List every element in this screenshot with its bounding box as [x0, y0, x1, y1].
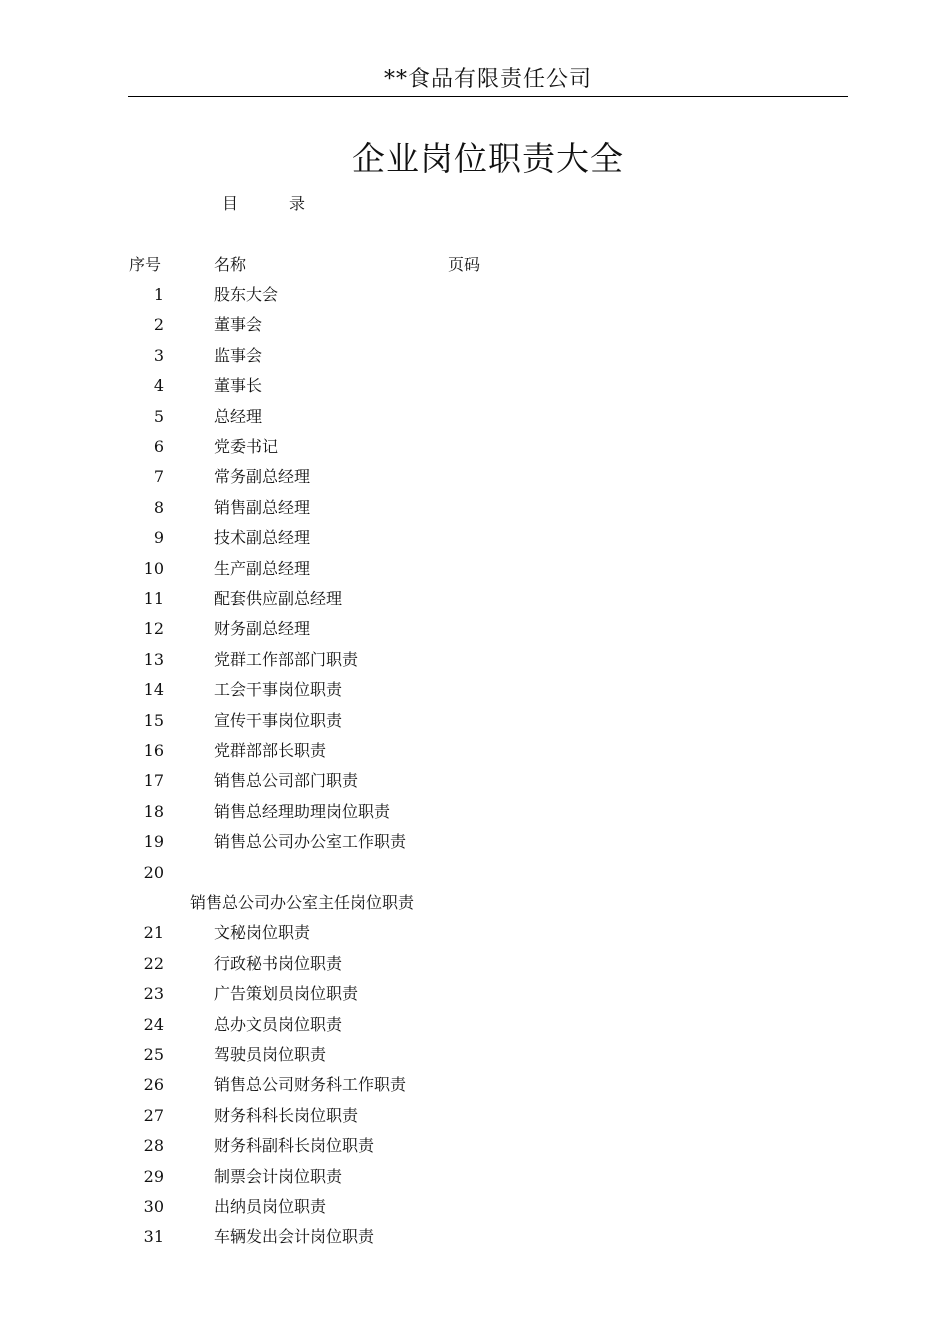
toc-entry-name: 股东大会	[214, 285, 279, 304]
toc-entry	[0, 953, 950, 975]
toc-entry-number: 27	[143, 1105, 164, 1125]
toc-entry-name: 党委书记	[214, 437, 279, 456]
toc-entry-number: 10	[143, 558, 164, 578]
toc-entry-name: 配套供应副总经理	[214, 589, 343, 608]
toc-entry-number: 15	[143, 710, 164, 730]
toc-entry	[0, 466, 950, 488]
toc-entry-name: 监事会	[214, 345, 263, 365]
toc-entry-number: 23	[143, 984, 164, 1004]
toc-entry	[0, 314, 950, 336]
toc-entry-name: 财务科科长岗位职责	[214, 1105, 359, 1125]
toc-entry-number: 13	[143, 649, 164, 669]
toc-entry	[0, 284, 950, 306]
column-header-name: 名称	[214, 255, 247, 274]
toc-entry	[0, 527, 950, 549]
toc-entry	[0, 1166, 950, 1188]
toc-entry-number: 1	[153, 285, 164, 304]
toc-entry-number: 24	[143, 1014, 164, 1034]
company-header: **食品有限责任公司	[383, 67, 592, 92]
toc-entry-name: 文秘岗位职责	[214, 923, 311, 943]
toc-entry-number: 30	[143, 1197, 164, 1216]
toc-entry-number: 18	[143, 801, 164, 821]
toc-entry-name: 出纳员岗位职责	[214, 1197, 327, 1216]
toc-entry	[0, 618, 950, 640]
toc-entry-name: 生产副总经理	[214, 558, 311, 578]
toc-entry-20-name: 销售总公司办公室主任岗位职责	[190, 893, 415, 912]
toc-entry-number: 12	[143, 619, 164, 639]
toc-entry-name: 驾驶员岗位职责	[214, 1045, 327, 1064]
toc-entry-number: 6	[153, 437, 164, 456]
toc-entry	[0, 983, 950, 1005]
toc-entry	[0, 649, 950, 671]
toc-entry-number: 16	[143, 741, 164, 760]
toc-entry-number: 5	[153, 406, 164, 426]
toc-entry-name: 行政秘书岗位职责	[214, 953, 343, 973]
toc-entry-number: 4	[153, 376, 164, 396]
toc-entry-number: 7	[153, 467, 164, 487]
column-header-seq: 序号	[129, 255, 162, 274]
toc-entry-number: 2	[153, 315, 164, 335]
toc-entry	[0, 862, 950, 884]
toc-entry	[0, 406, 950, 428]
toc-entry-name: 总经理	[214, 406, 263, 426]
toc-entry	[0, 436, 950, 458]
toc-entry-name: 宣传干事岗位职责	[214, 710, 343, 730]
toc-entry-number: 28	[143, 1136, 164, 1156]
toc-entry	[0, 679, 950, 701]
toc-entry-number: 11	[143, 589, 164, 608]
toc-entry-number: 17	[143, 771, 164, 791]
toc-entry-name: 常务副总经理	[214, 467, 311, 487]
toc-entry-name: 销售副总经理	[214, 497, 311, 517]
toc-entry	[0, 1074, 950, 1096]
toc-entry-name: 销售总公司办公室工作职责	[214, 832, 407, 852]
toc-entry-number: 25	[143, 1045, 164, 1064]
toc-entry	[0, 1135, 950, 1157]
toc-entry-name: 广告策划员岗位职责	[214, 984, 359, 1004]
toc-heading-char-2: 录	[289, 194, 306, 213]
toc-entry	[0, 558, 950, 580]
toc-entry-name: 销售总经理助理岗位职责	[214, 801, 391, 821]
toc-entry-name: 技术副总经理	[214, 528, 311, 548]
toc-entry-number: 26	[143, 1075, 164, 1095]
toc-entry	[0, 710, 950, 732]
toc-entry	[0, 1014, 950, 1036]
toc-entry-name: 销售总公司财务科工作职责	[214, 1075, 407, 1095]
toc-entry-name: 工会干事岗位职责	[214, 680, 343, 700]
toc-entry-number: 9	[153, 528, 164, 548]
toc-entry-number: 8	[153, 497, 164, 517]
toc-entry-name: 车辆发出会计岗位职责	[214, 1227, 375, 1247]
toc-entry	[0, 1226, 950, 1248]
toc-entry-number: 22	[143, 953, 164, 973]
toc-entry-number: 14	[143, 680, 164, 700]
document-title: 企业岗位职责大全	[352, 139, 624, 178]
toc-entry	[0, 345, 950, 367]
toc-entry	[0, 497, 950, 519]
toc-entry-name: 财务副总经理	[214, 619, 311, 639]
column-header-page: 页码	[448, 255, 481, 274]
toc-entry	[0, 922, 950, 944]
toc-entry	[0, 740, 950, 762]
toc-entry-name: 销售总公司部门职责	[214, 771, 359, 791]
toc-entry	[0, 1196, 950, 1218]
toc-entry-number: 31	[143, 1227, 164, 1247]
toc-entry	[0, 375, 950, 397]
toc-entry-name: 财务科副科长岗位职责	[214, 1136, 375, 1156]
toc-entry-name: 党群工作部部门职责	[214, 649, 359, 669]
toc-entry-number: 3	[153, 345, 164, 365]
toc-entry	[0, 1044, 950, 1066]
toc-entry-number: 29	[143, 1166, 164, 1186]
toc-entry	[0, 831, 950, 853]
toc-entry-number: 19	[143, 832, 164, 852]
toc-entry-name: 总办文员岗位职责	[214, 1014, 343, 1034]
header-divider	[128, 96, 848, 97]
toc-entry	[0, 1105, 950, 1127]
toc-entry-name: 董事长	[214, 376, 263, 396]
toc-entry-name: 董事会	[214, 315, 263, 335]
toc-entry-number: 20	[143, 862, 164, 882]
toc-entry	[0, 801, 950, 823]
toc-entry-name: 党群部部长职责	[214, 741, 327, 760]
toc-entry-name: 制票会计岗位职责	[214, 1166, 343, 1186]
toc-entry	[0, 588, 950, 610]
toc-entry	[0, 770, 950, 792]
toc-entry-number: 21	[143, 923, 164, 943]
toc-heading-char-1: 目	[222, 194, 239, 213]
